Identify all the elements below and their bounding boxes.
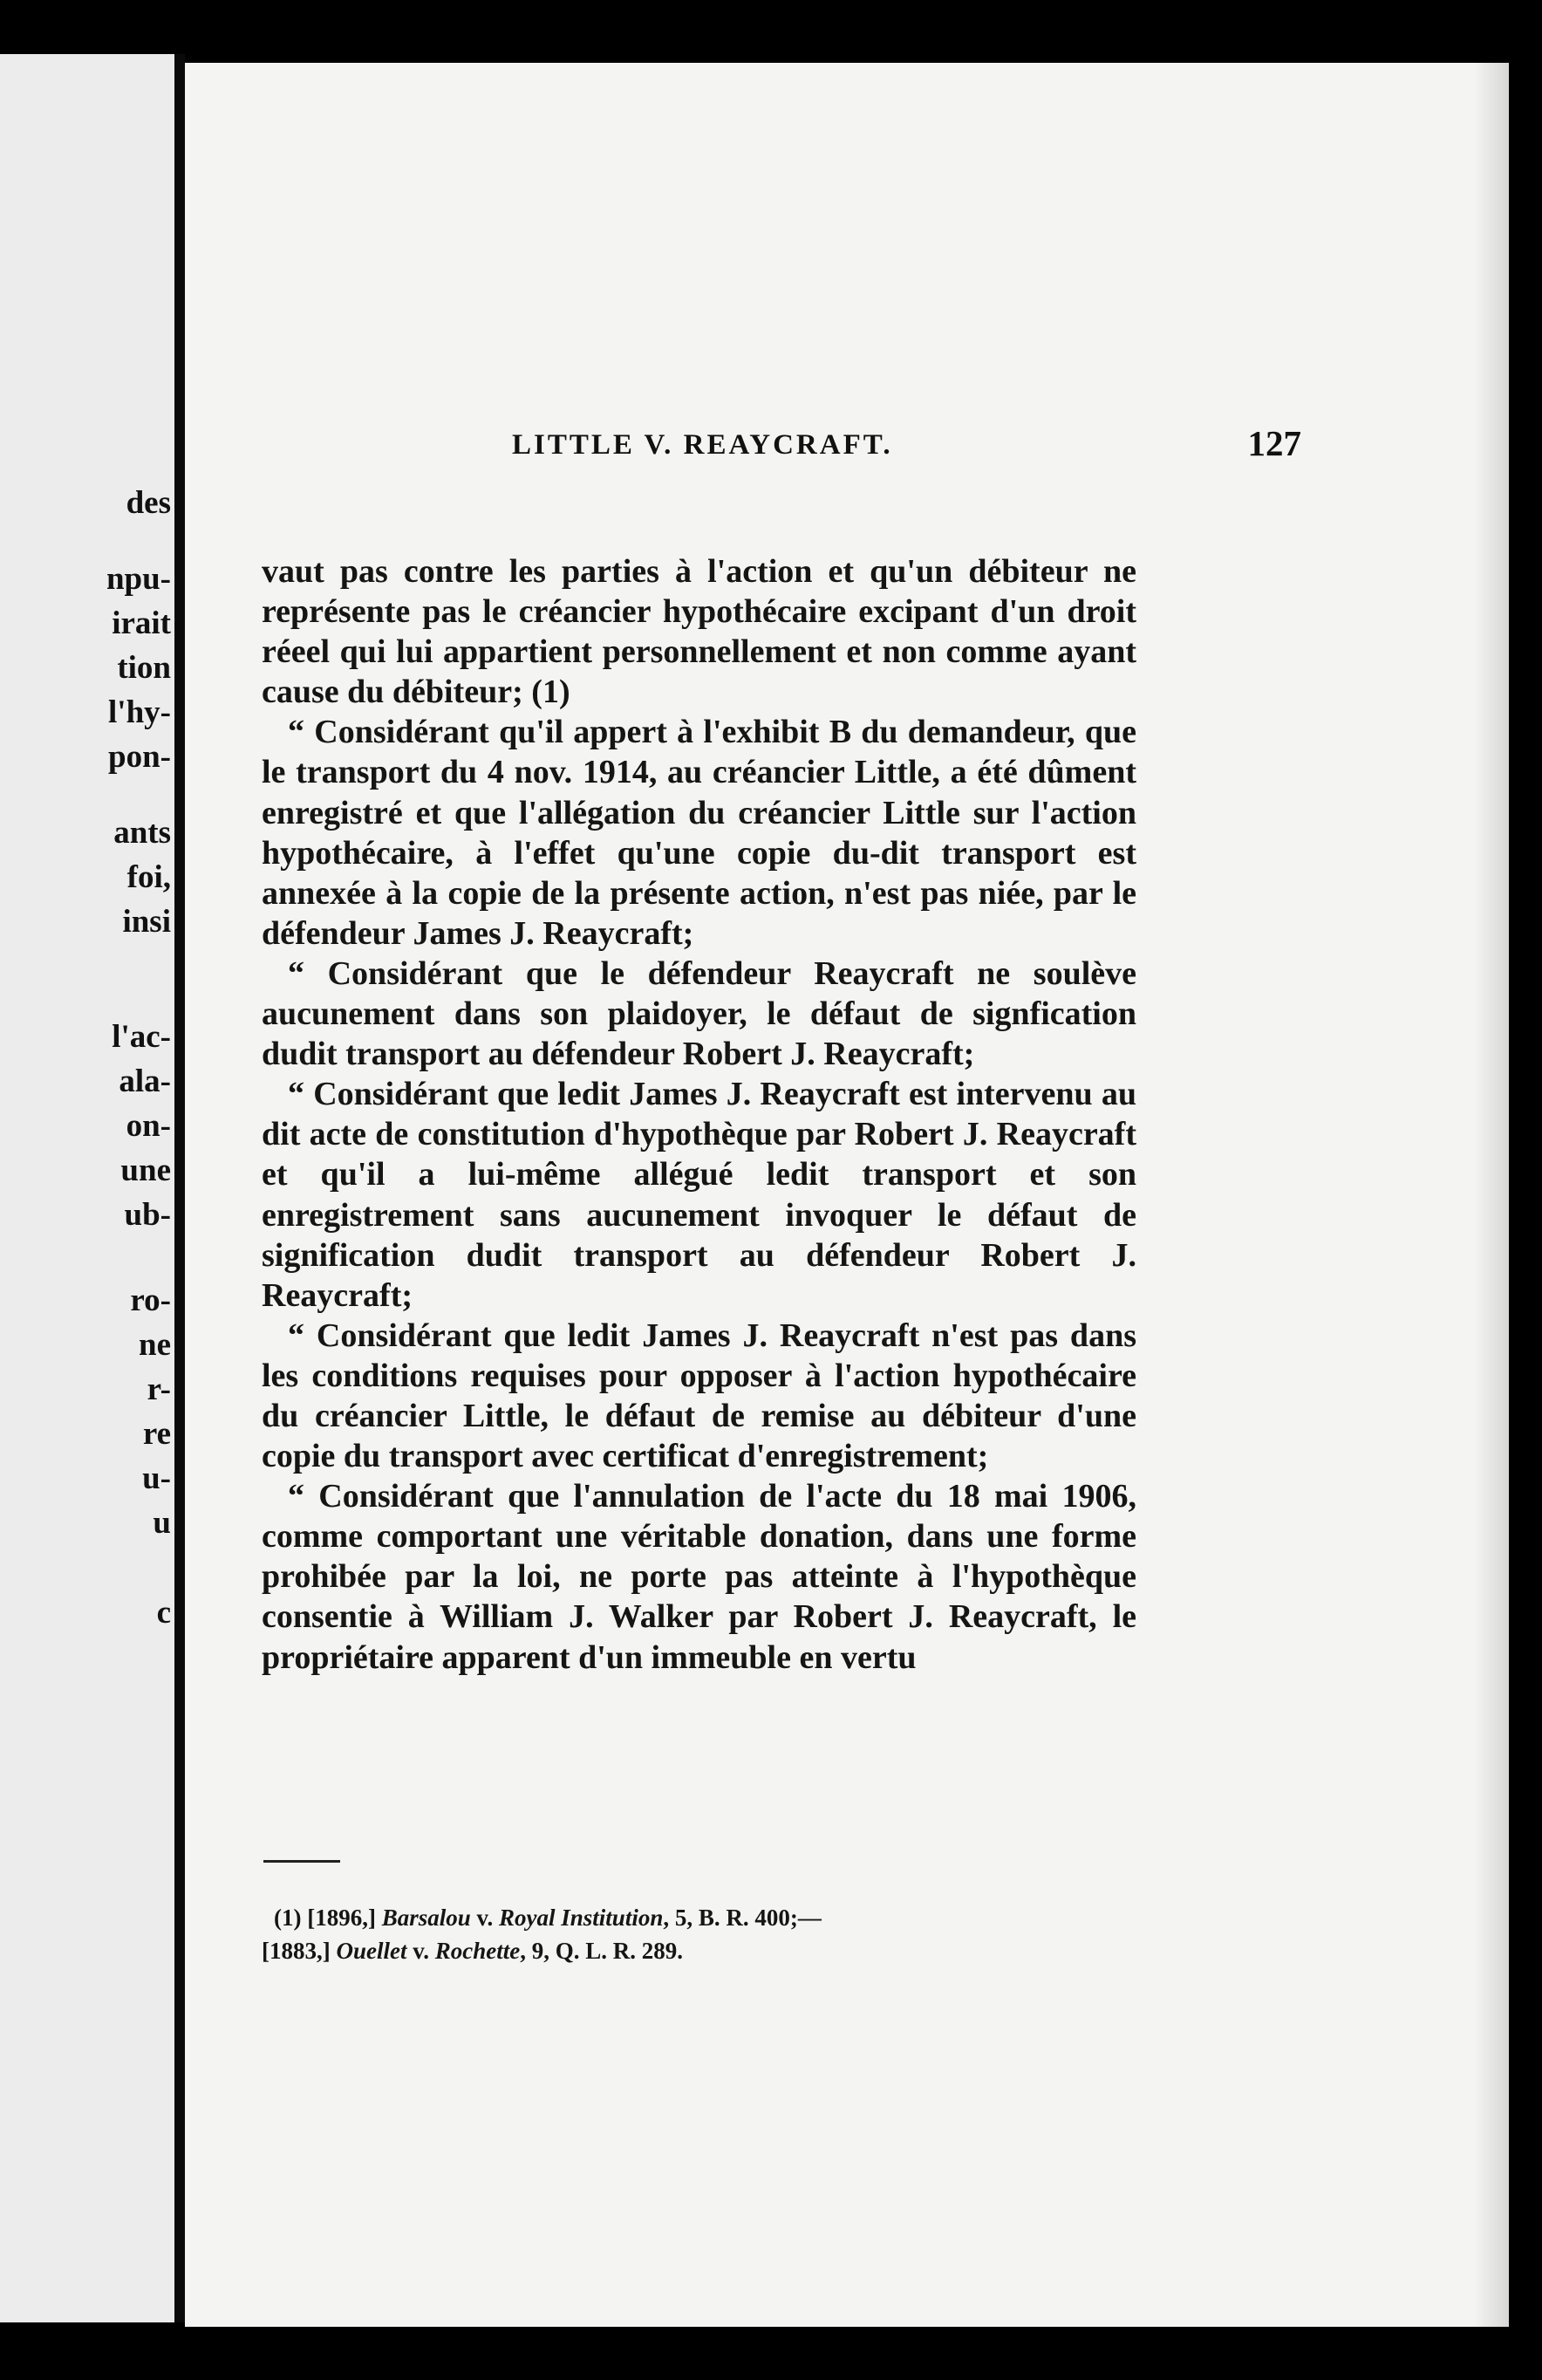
left-fragment: ala-	[119, 1063, 171, 1099]
paragraph: “ Considérant que le défendeur Reaycraft ne soulève aucunement dans son plaidoyer, le défaut de signfication dudit transport au défendeur Robert J. Reaycraft;	[262, 954, 1136, 1073]
left-fragment: u-	[142, 1460, 171, 1496]
left-fragment: des	[126, 485, 171, 521]
page-header	[512, 422, 1301, 466]
left-fragment: pon-	[108, 739, 171, 775]
left-fragment: c	[156, 1595, 171, 1631]
left-fragment: ro-	[130, 1282, 171, 1318]
page-edge-shadow	[1474, 63, 1509, 2327]
left-fragment: ne	[139, 1327, 171, 1363]
paragraph: “ Considérant que ledit James J. Reaycraft n'est pas dans les conditions requises pour opposer à l'action hypothécaire du créancier Little, le défaut de remise au débiteur d'une copie du transport avec certificat d'enregistrement;	[262, 1317, 1136, 1475]
page-number: 127	[1247, 423, 1301, 463]
left-fragment: r-	[147, 1371, 171, 1407]
left-fragment: re	[142, 1416, 171, 1452]
footnote	[262, 1901, 1134, 1967]
paragraph: vaut pas contre les parties à l'action et qu'un débiteur ne représente pas le créancier hypothécaire excipant d'un droit réeel qui lui appartient personnellement et non comme ayant cause du débiteur; (1)	[262, 553, 1136, 711]
running-head: LITTLE V. REAYCRAFT.	[512, 429, 893, 461]
left-fragment: npu-	[106, 561, 171, 597]
left-page-fragment	[0, 54, 176, 2322]
footnote-line-1: (1) [1896,] Barsalou v. Royal Institution, 5, B. R. 400;—	[274, 1905, 822, 1931]
footnote-rule	[263, 1860, 340, 1863]
footnote-line-2: [1883,] Ouellet v. Rochette, 9, Q. L. R. 289.	[262, 1938, 683, 1964]
paragraph: “ Considérant qu'il appert à l'exhibit B du demandeur, que le transport du 4 nov. 1914, au créancier Little, a été dûment enregistré et que l'allégation du créancier Little sur l'action hypothécaire, à l'effet qu'une copie du-dit transport est annexée à la copie de la présente action, n'est pas niée, par le défendeur James J. Reaycraft;	[262, 714, 1136, 952]
left-fragment: l'hy-	[108, 694, 171, 730]
left-fragment: tion	[117, 650, 171, 686]
left-fragment: u	[153, 1505, 171, 1541]
body-text	[262, 551, 1136, 1678]
left-fragment: l'ac-	[112, 1019, 171, 1055]
left-fragment: on-	[126, 1108, 171, 1144]
paragraph: “ Considérant que l'annulation de l'acte du 18 mai 1906, comme comportant une véritable donation, dans une forme prohibée par la loi, ne porte pas atteinte à l'hypothèque consentie à William J. Walker par Robert J. Reaycraft, le propriétaire apparent d'un immeuble en vertu	[262, 1478, 1136, 1676]
left-fragment: irait	[112, 605, 171, 641]
left-fragment: une	[120, 1152, 171, 1188]
left-fragment: foi,	[126, 859, 171, 895]
book-page	[185, 63, 1509, 2327]
left-fragment: insi	[122, 904, 171, 940]
book-gutter	[174, 54, 185, 2322]
left-fragment: ants	[113, 815, 171, 851]
paragraph: “ Considérant que ledit James J. Reaycraft est intervenu au dit acte de constitution d'hypothèque par Robert J. Reaycraft et qu'il a lui-même allégué ledit transport et son enregistrement sans aucunement invoquer le défaut de signification dudit transport au défendeur Robert J. Reaycraft;	[262, 1076, 1136, 1314]
left-fragment: ub-	[124, 1197, 171, 1233]
